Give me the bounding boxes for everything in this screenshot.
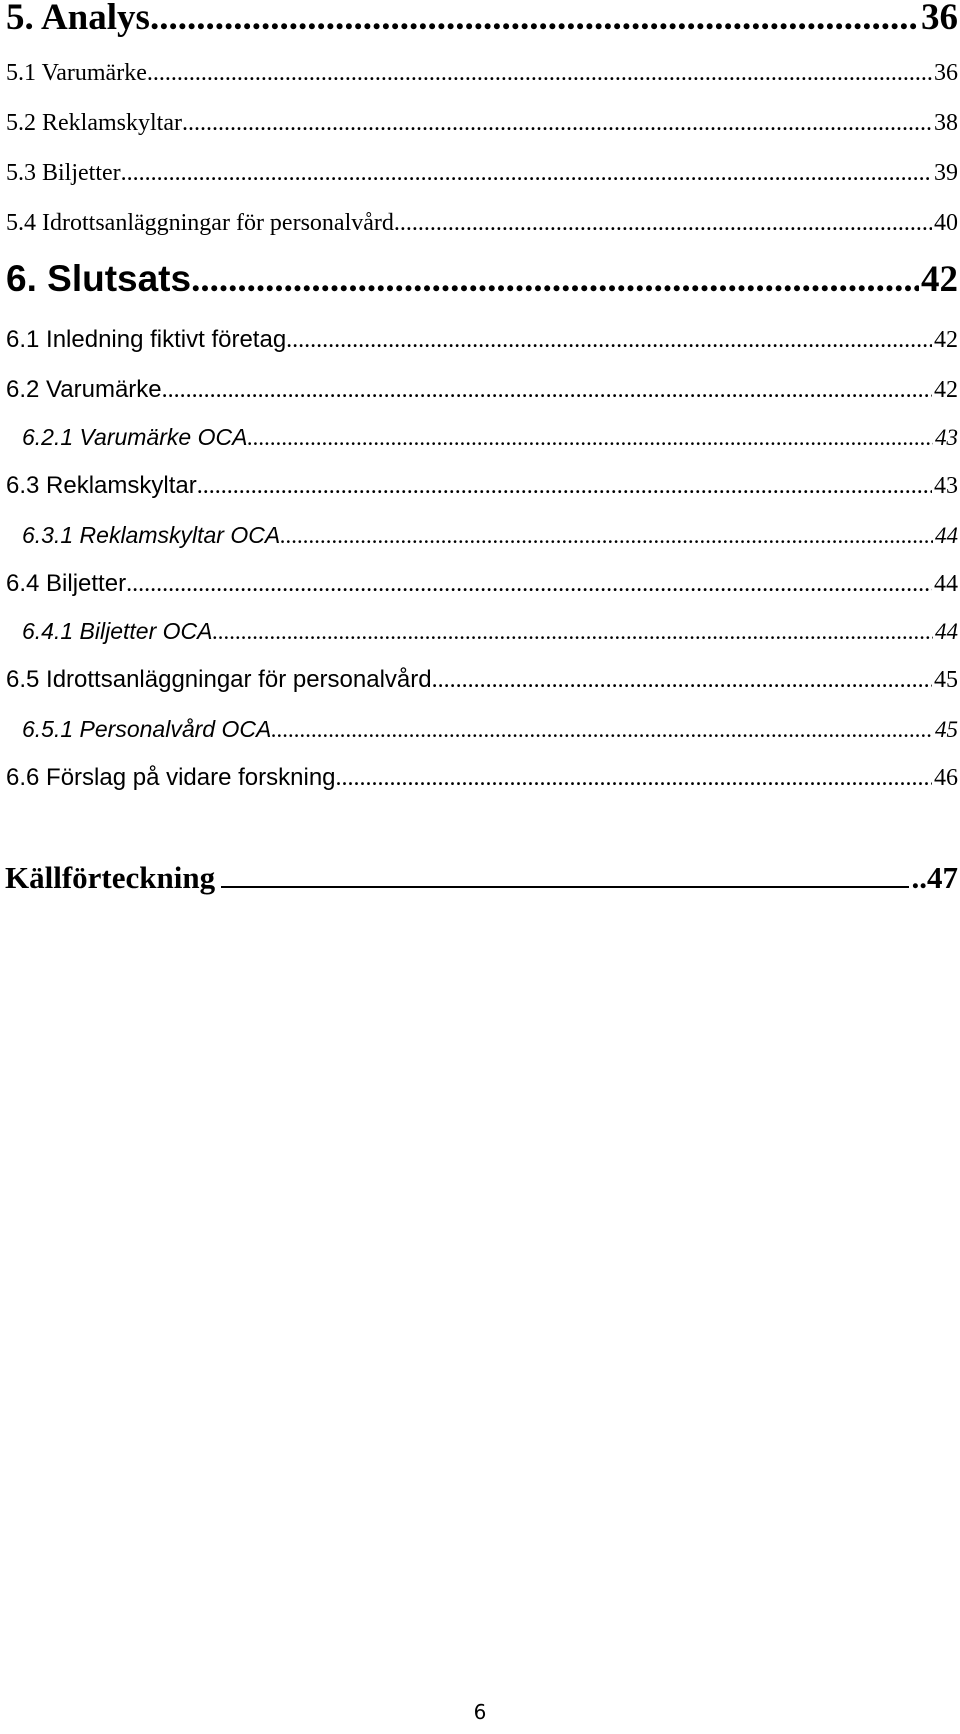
toc-entry-page: 38 (934, 110, 958, 136)
toc-entry-label: 6. Slutsats (6, 258, 192, 299)
toc-entry-page: 44 (935, 523, 958, 548)
toc-entry-page: 42 (934, 377, 958, 403)
page-number: 6 (473, 1700, 487, 1724)
toc-entry-6-3 (6, 472, 958, 500)
toc-entry-label: 6.1 Inledning fiktivt företag (6, 326, 287, 353)
toc-entry-5-1 (6, 60, 958, 87)
toc-entry-6-4 (6, 570, 958, 598)
toc-entry-page: 44 (935, 619, 958, 644)
toc-entry-page: 45 (934, 667, 958, 693)
dot-leader (247, 425, 933, 451)
toc-entry-kallforteckning (5, 860, 958, 896)
dot-leader (271, 717, 933, 743)
dot-leader (182, 110, 932, 137)
dot-leader (126, 571, 932, 598)
toc-entry-page: 40 (934, 210, 958, 236)
dot-leader (150, 0, 919, 39)
toc-entry-label: 6.3.1 Reklamskyltar OCA (22, 522, 281, 548)
toc-entry-page: ..47 (911, 860, 958, 895)
toc-entry-page: 36 (934, 60, 958, 86)
toc-entry-label: 6.3 Reklamskyltar (6, 472, 197, 499)
toc-entry-label: 5. Analys (6, 0, 150, 38)
toc-entry-6-6 (6, 764, 958, 792)
toc-entry-page: 43 (934, 473, 958, 499)
toc-entry-6-4-1 (6, 618, 958, 645)
toc-entry-6-3-1 (6, 522, 958, 549)
dash-leader (221, 886, 908, 888)
toc-entry-5-4 (6, 210, 958, 237)
toc-entry-label: 6.5.1 Personalvård OCA (22, 716, 272, 742)
dot-leader (394, 210, 932, 237)
toc-entry-label: 6.2.1 Varumärke OCA (22, 424, 248, 450)
toc-entry-label: 6.6 Förslag på vidare forskning (6, 764, 336, 791)
toc-entry-page: 42 (921, 259, 958, 300)
toc-entry-analys (6, 0, 958, 39)
toc-entry-5-3 (6, 160, 958, 187)
toc-entry-page: 36 (921, 0, 958, 38)
toc-entry-label: 6.2 Varumärke (6, 376, 162, 403)
dot-leader (212, 619, 933, 645)
toc-entry-page: 46 (934, 765, 958, 791)
toc-entry-label: 6.5 Idrottsanläggningar för personalvård (6, 666, 432, 693)
dot-leader (197, 473, 932, 500)
toc-entry-page: 45 (935, 717, 958, 742)
toc-entry-page: 42 (934, 327, 958, 353)
toc-entry-label: 6.4 Biljetter (6, 570, 127, 597)
dot-leader (162, 377, 932, 404)
toc-entry-page: 39 (934, 160, 958, 186)
dot-leader (286, 327, 932, 354)
toc-entry-slutsats (6, 258, 958, 301)
toc-entry-5-2 (6, 110, 958, 137)
dot-leader (432, 667, 932, 694)
toc-entry-label: 5.4 Idrottsanläggningar för personalvård (6, 210, 394, 236)
dot-leader (191, 258, 919, 301)
dot-leader (147, 60, 932, 87)
toc-entry-6-2-1 (6, 424, 958, 451)
toc-entry-label: 5.3 Biljetter (6, 160, 121, 186)
toc-entry-page: 43 (935, 425, 958, 450)
toc-entry-6-2 (6, 376, 958, 404)
toc-entry-6-5 (6, 666, 958, 694)
toc-entry-label: 6.4.1 Biljetter OCA (22, 618, 213, 644)
toc-entry-page: 44 (934, 571, 958, 597)
toc-entry-label: Källförteckning (5, 860, 216, 895)
toc-entry-6-1 (6, 326, 958, 354)
dot-leader (280, 523, 933, 549)
toc-entry-label: 5.1 Varumärke (6, 60, 147, 86)
dot-leader (336, 765, 932, 792)
dot-leader (121, 160, 932, 187)
toc-entry-6-5-1 (6, 716, 958, 743)
toc-entry-label: 5.2 Reklamskyltar (6, 110, 182, 136)
